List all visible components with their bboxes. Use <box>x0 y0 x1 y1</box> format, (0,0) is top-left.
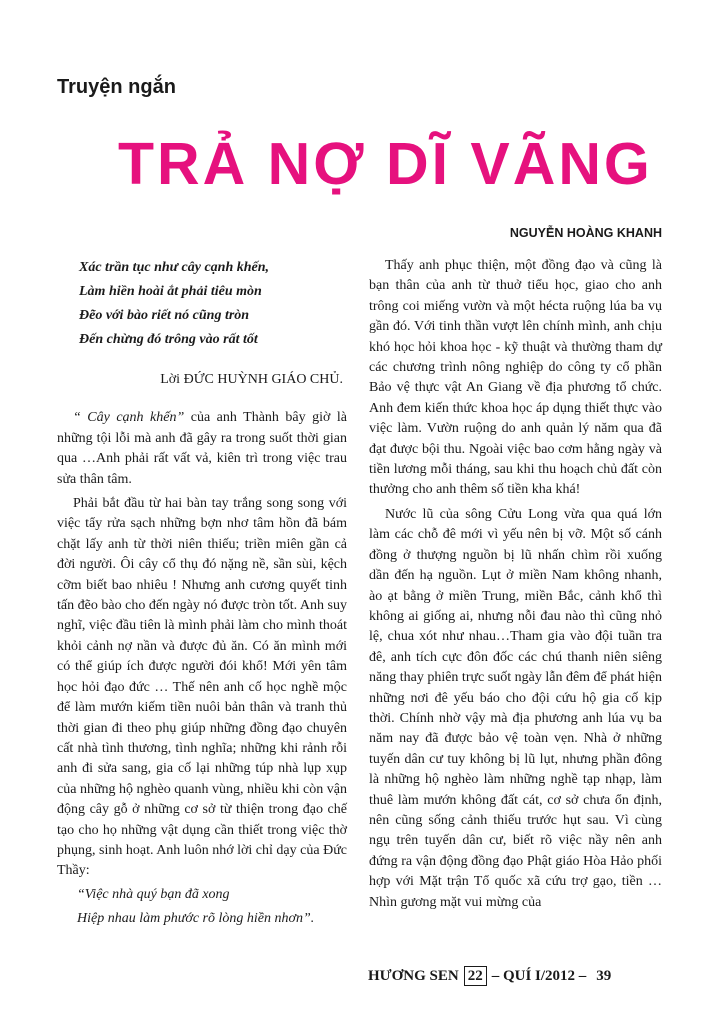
epigraph-line: Làm hiền hoài ắt phải tiêu mòn <box>79 284 262 299</box>
page-number: 39 <box>596 967 612 984</box>
page-footer <box>368 964 664 988</box>
verse-line: “Việc nhà quý bạn đã xong <box>77 886 230 902</box>
issue-number: 22 <box>464 966 487 986</box>
author-name: NGUYỄN HOÀNG KHANH <box>509 226 662 240</box>
story-title: TRẢ NỢ DĨ VÃNG <box>118 131 653 197</box>
section-label: Truyện ngắn <box>57 76 176 98</box>
paragraph: Nước lũ của sông Cửu Long vừa qua quá lớn làm các chỗ đê mới vì yếu nên bị vỡ. Một số cánh đồng ở thượng nguồn bị lũ nhấn chìm rồi xuống dần đến hạ nguồn. Lụt ở miền Nam không nhanh, ào ạt bằng ở miền Trung, miền Bắc, cảnh khổ thì không ai giống ai, nhưng nỗi đau nào thì cũng nhỏ lệ, chua xót như nhau…Tham gia vào đội tuần tra đê, anh tích cực đôn đốc các chú thanh niên siêng năng thay phiên trực suốt ngày lẫn đêm để phát hiện những nơi đê yếu báo cho đội cứu hộ gia cố kịp thời. Chính nhờ vậy mà địa phương anh lúa vụ ba năm nay đã được bảo vệ toàn vẹn. Nhà ở những tuyến dân cư tuy không bị lũ lụt, nhưng phần đông là những hộ nghèo làm những nghề tạp nhạp, làm thuê làm mướn không đất cát, cơ sở chưa ổn định, nên cũng sống cảnh thiếu trước hụt sau. Vì cùng ngụ trên tuyến dân cư, biết rõ việc nầy nên anh đứng ra vận động đồng đạo Phật giáo Hòa Hảo phối hợp với Mặt trận Tổ quốc xã cứu trợ gạo, tiền …Nhìn gương mặt vui mừng của <box>369 506 662 910</box>
epigraph-line: Xác trần tục như cây cạnh khến, <box>79 260 270 275</box>
paragraph-text: của anh Thành bây giờ là những tội lỗi mà anh đã gây ra trong suốt thời gian qua …Anh phải rất vất vả, kiên trì trong việc trau sửa thân tâm. <box>57 410 348 487</box>
left-column <box>57 256 347 930</box>
epigraph-line: Đến chừng đó trông vào rất tốt <box>79 332 258 347</box>
epigraph-poem <box>57 256 347 352</box>
magazine-name: HƯƠNG SEN <box>368 967 459 984</box>
epigraph-attribution <box>57 370 347 390</box>
verse-line: Hiệp nhau làm phước rõ lòng hiền nhơn”. <box>77 910 315 926</box>
paragraph <box>57 408 347 490</box>
attribution-name: ĐỨC HUỲNH GIÁO CHỦ. <box>183 372 343 387</box>
quote-phrase: “ Cây cạnh khến” <box>73 410 185 426</box>
paragraph: Phải bắt đầu từ hai bàn tay trắng song song với việc tẩy rửa sạch những bợn nhơ tâm hồn đã bám chặt lấy anh từ thời niên thiếu; triền miên gần cả đời người. Ôi cây cổ thụ đó nặng nề, sần sùi, kệch cỡm biết bao nhiêu ! Nhưng anh cương quyết tinh tấn đẽo bào cho đến ngày nó được tròn tốt. Anh suy nghĩ, việc đầu tiên là mình phải làm cho mình thoát khỏi cảnh nợ nần và được đủ ăn. Có ăn mình mới có thể giúp ích được người đói khổ! Mới yên tâm học hỏi đạo đức … Thế nên anh cố học nghề mộc để làm mướn kiếm tiền nuôi bản thân và tranh thủ thời gian đi theo phụ giúp những đồng đạo chuyên cất nhà tình thương, tình nghĩa; những khi rảnh rỗi anh đi sửa sang, gia cố lại những túp nhà lụp xụp của những hộ nghèo quanh vùng, nhiều khi còn vận động cây gỗ ở những cơ sở từ thiện trong đạo chế tạo cho họ những vật dụng cần thiết trong việc thờ phụng, sinh hoạt. Anh luôn nhớ lời chỉ dạy của Đức Thầy: <box>57 496 347 879</box>
right-column <box>369 256 662 913</box>
epigraph-line: Đẽo với bào riết nó cũng tròn <box>79 308 250 323</box>
paragraph: Thấy anh phục thiện, một đồng đạo và cũng là bạn thân của anh từ thuở tiểu học, giao cho anh trông coi miếng vườn và một hécta ruộng lúa ba vụ gần đó. Với tinh thần vượt lên chính mình, anh chịu khó học hỏi khoa học - kỹ thuật và thường tham dự các chương trình nông nghiệp do công ty cổ phần Bảo vệ thực vật An Giang về địa phương tổ chức. Anh đem kiến thức khoa học áp dụng thiết thực vào việc làm. Vườn ruộng do anh quản lý năm qua đã đạt được bội thu. Ngoài việc bao cơm hằng ngày và tiền lương mỗi tháng, sau khi thu hoạch chủ đất còn thưởng cho anh thêm số tiền kha khá! <box>369 258 662 498</box>
issue-period: – QUÍ I/2012 – <box>491 967 587 984</box>
attribution-prefix: Lời <box>160 372 184 387</box>
